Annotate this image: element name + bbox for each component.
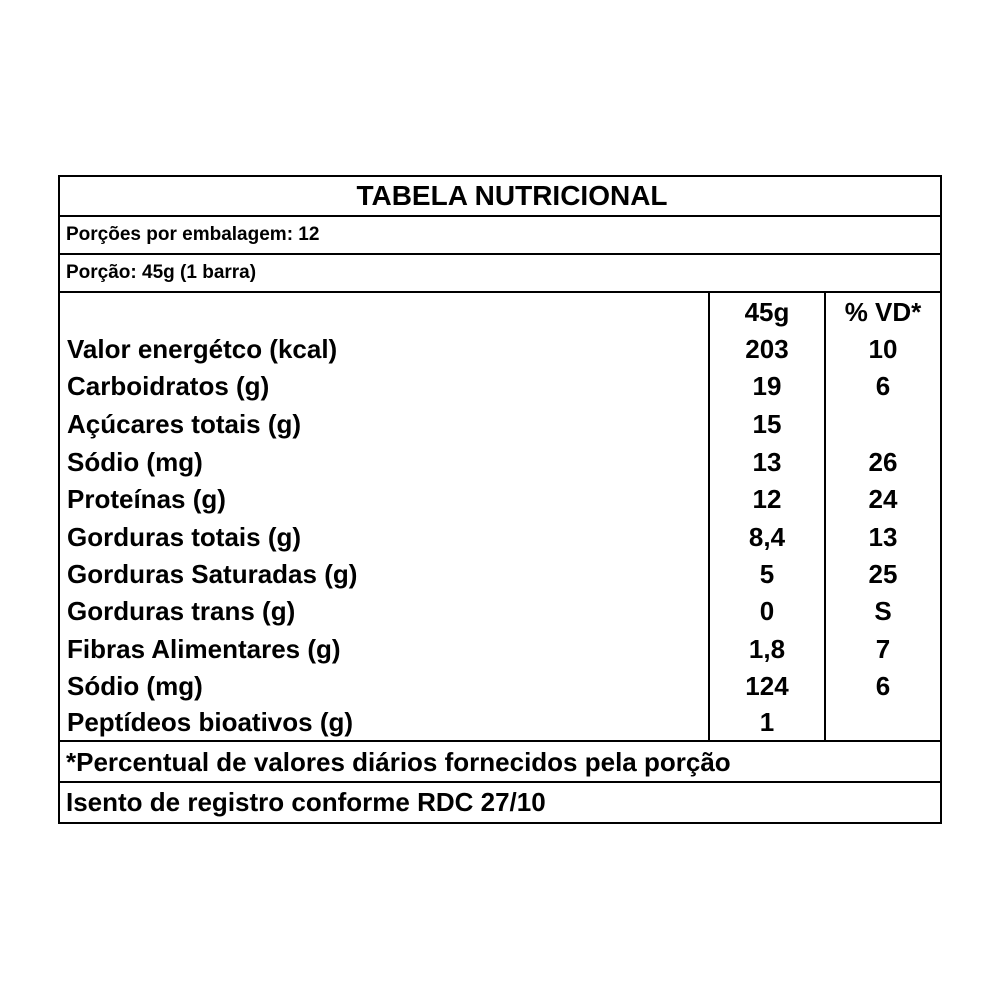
- nutrient-row: [60, 592, 940, 629]
- column-header-row: [60, 293, 940, 330]
- nutrient-row: [60, 630, 940, 667]
- nutrient-daily-value: 10: [868, 334, 898, 364]
- nutrient-amount: 19: [752, 371, 782, 401]
- nutrient-label: Proteínas (g): [67, 484, 226, 514]
- nutrient-amount: 13: [752, 447, 782, 477]
- nutrient-label: Gorduras totais (g): [67, 522, 302, 552]
- nutrient-row: [60, 667, 940, 704]
- nutrient-daily-value: S: [874, 596, 892, 626]
- nutrient-daily-value: 24: [868, 484, 898, 514]
- nutrient-row: [60, 518, 940, 555]
- nutrient-row: [60, 703, 940, 740]
- servings-per-package: Porções por embalagem: 12: [60, 217, 940, 255]
- nutrient-daily-value: 26: [868, 447, 898, 477]
- nutrition-facts-table: [58, 175, 942, 824]
- nutrient-row: [60, 367, 940, 404]
- nutrient-amount: 12: [752, 484, 782, 514]
- nutrient-row: [60, 443, 940, 480]
- daily-value-footnote: *Percentual de valores diários fornecidos pela porção: [60, 742, 940, 783]
- nutrient-label: Fibras Alimentares (g): [67, 634, 341, 664]
- nutrient-amount: 1,8: [748, 634, 786, 664]
- nutrient-label: Gorduras trans (g): [67, 596, 296, 626]
- column-header-amount: 45g: [744, 297, 790, 327]
- nutrient-row: [60, 555, 940, 592]
- serving-size: Porção: 45g (1 barra): [60, 255, 940, 293]
- nutrient-label: Peptídeos bioativos (g): [67, 707, 354, 737]
- nutrient-amount: 1: [759, 707, 775, 737]
- nutrient-grid: [60, 293, 940, 742]
- nutrient-label: Valor energétco (kcal): [67, 334, 338, 364]
- nutrient-row: [60, 480, 940, 517]
- nutrient-amount: 203: [745, 334, 789, 364]
- registration-note: Isento de registro conforme RDC 27/10: [66, 787, 546, 817]
- table-title: TABELA NUTRICIONAL: [60, 177, 940, 217]
- nutrient-label: Sódio (mg): [67, 447, 203, 477]
- nutrient-amount: 5: [759, 559, 775, 589]
- nutrient-label: Gorduras Saturadas (g): [67, 559, 358, 589]
- nutrient-amount: 15: [752, 409, 782, 439]
- nutrient-daily-value: 6: [875, 671, 891, 701]
- nutrient-amount: 0: [759, 596, 775, 626]
- nutrient-row: [60, 405, 940, 442]
- nutrient-amount: 8,4: [748, 522, 786, 552]
- nutrient-daily-value: 13: [868, 522, 898, 552]
- nutrient-label: Sódio (mg): [67, 671, 203, 701]
- nutrient-daily-value: 25: [868, 559, 898, 589]
- nutrient-amount: 124: [745, 671, 789, 701]
- nutrient-label: Carboidratos (g): [67, 371, 270, 401]
- nutrient-daily-value: 6: [875, 371, 891, 401]
- column-header-daily-value: % VD*: [844, 297, 922, 327]
- nutrient-daily-value: 7: [875, 634, 891, 664]
- nutrient-row: [60, 330, 940, 367]
- nutrient-label: Açúcares totais (g): [67, 409, 302, 439]
